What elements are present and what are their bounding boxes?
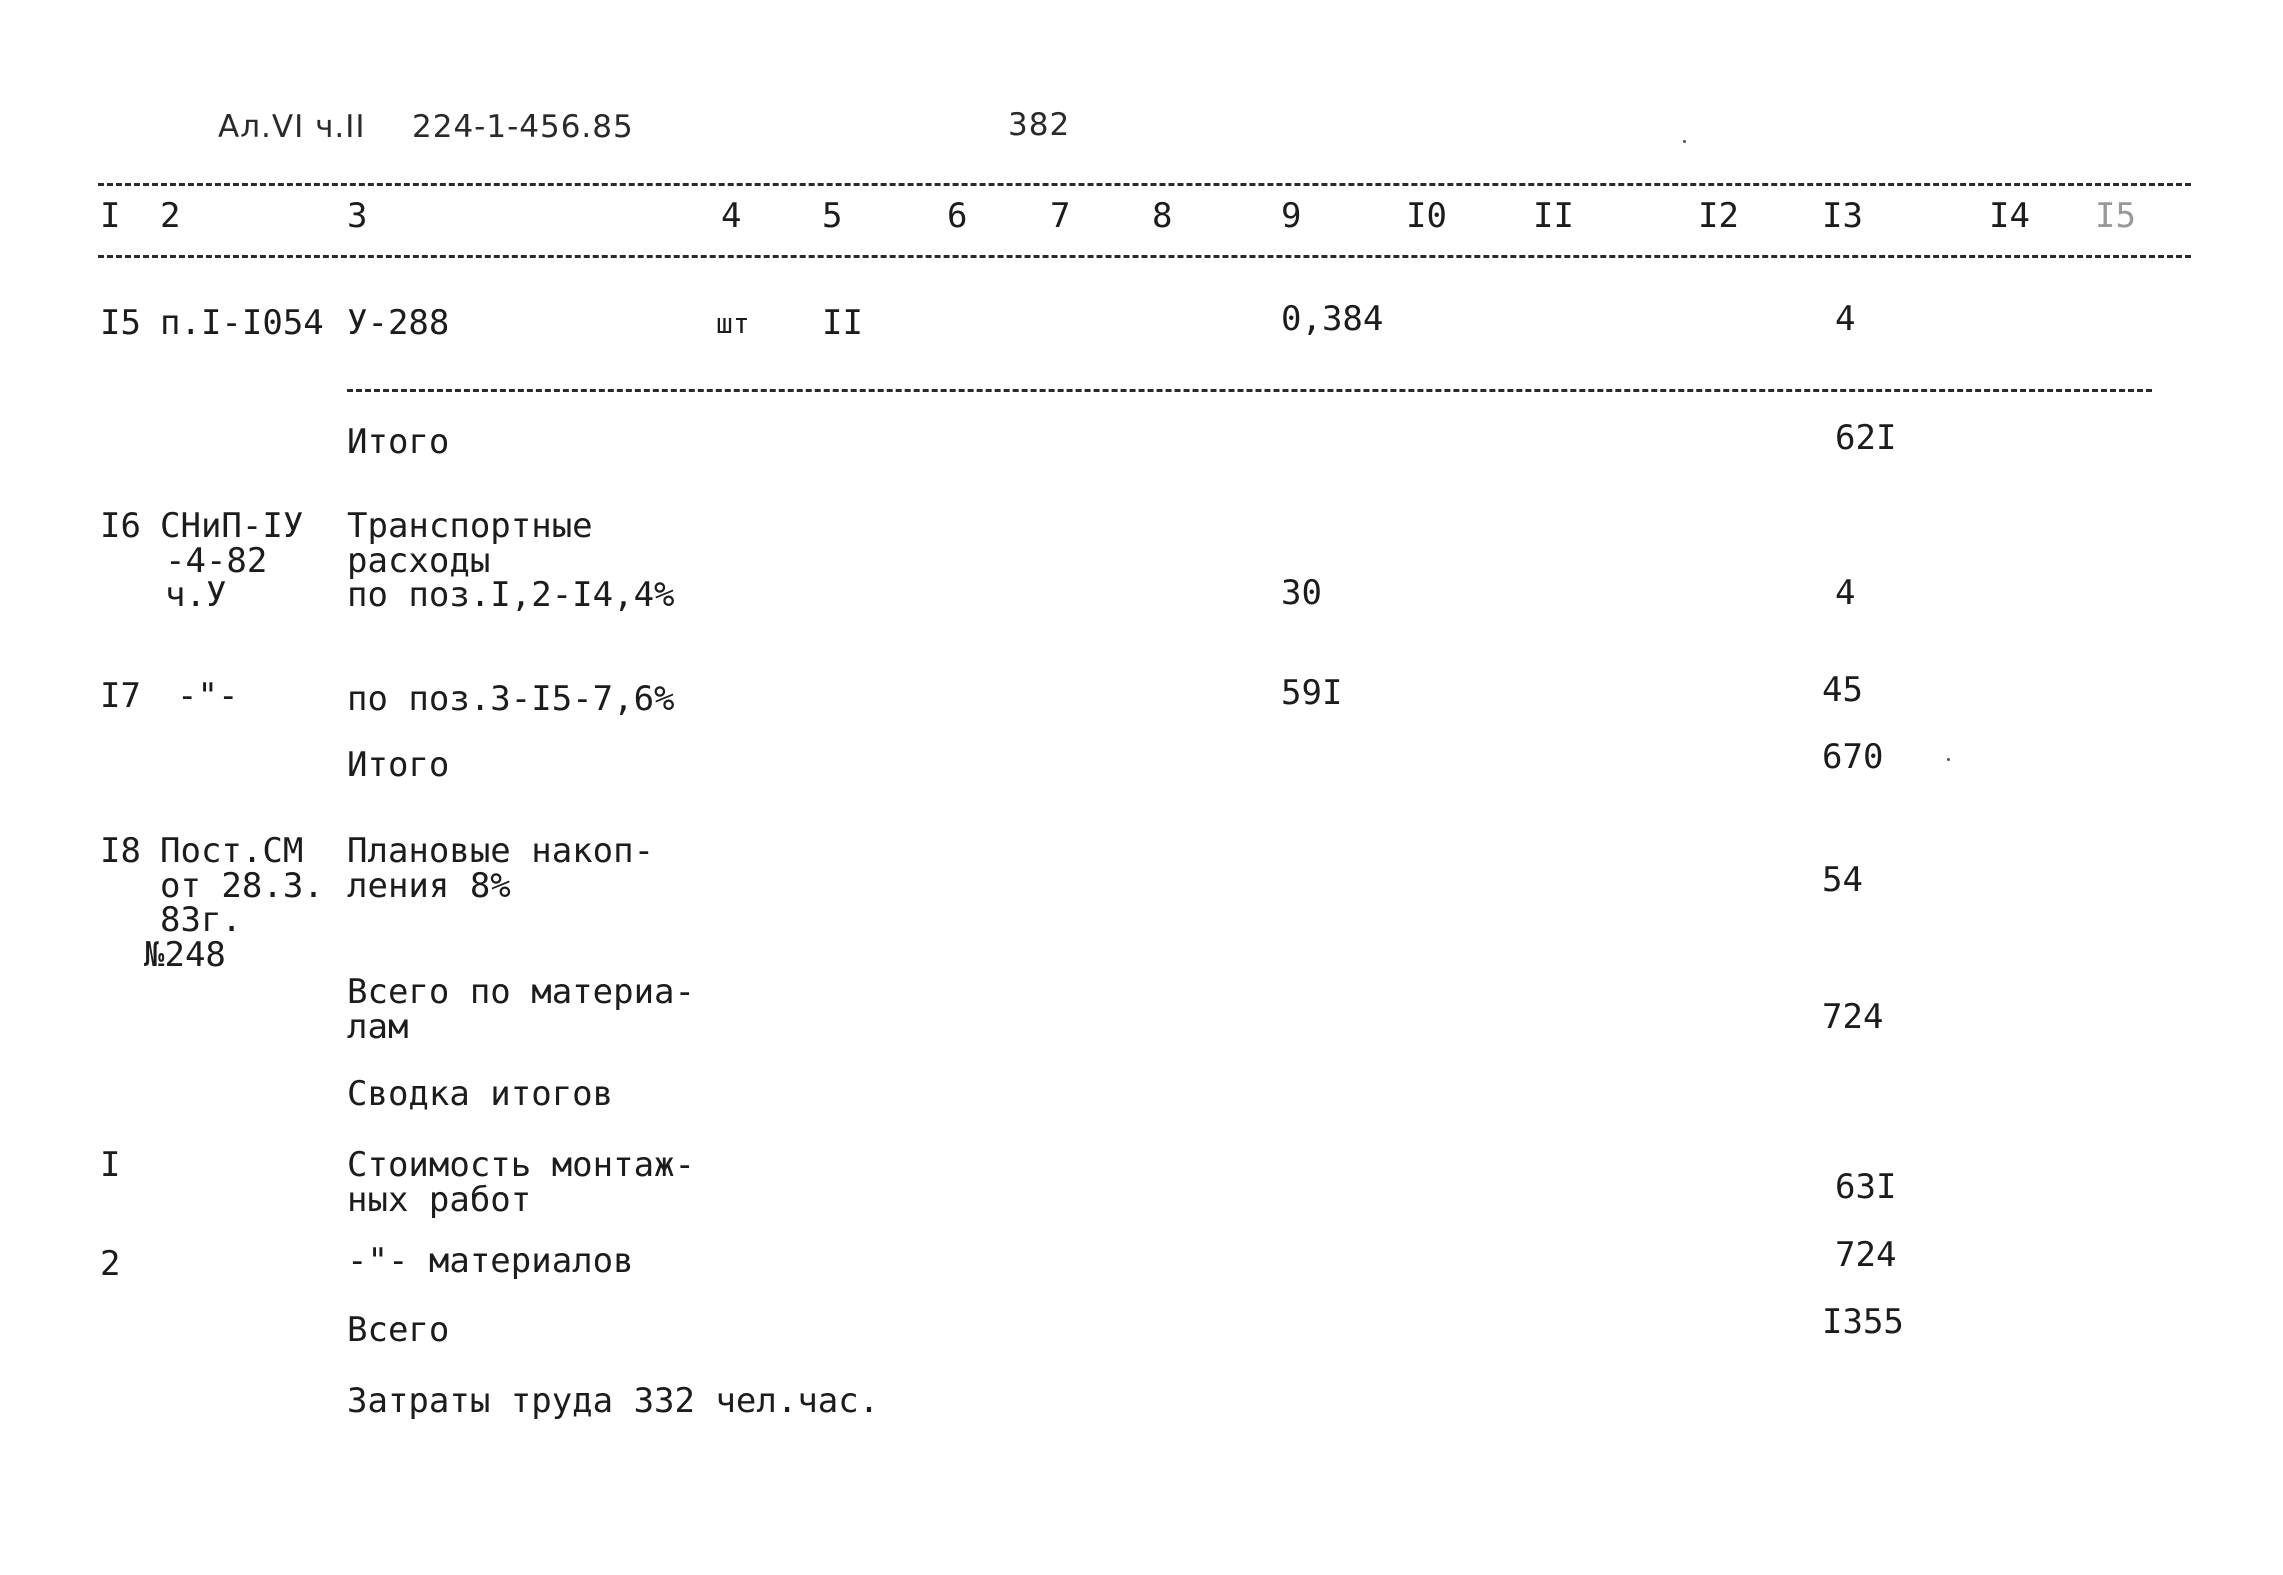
row-name: Транспортные расходы по поз.I,2-I4,4% [347,506,675,616]
row-reference: п.I-I054 [160,303,324,343]
row-name: Итого [347,745,450,785]
column-number: I5 [2095,196,2136,236]
document-code: 224-1-456.85 [412,109,634,145]
row-col13: 54 [1822,860,1863,900]
column-number: I3 [1822,196,1863,236]
row-number: I5 [100,303,141,343]
summary-number: I [100,1145,121,1185]
labor-cost: Затраты труда 332 чел.час. [347,1381,880,1421]
row-col13: 4 [1835,299,1856,339]
column-number: 4 [721,196,742,236]
row-col9: 30 [1281,573,1322,613]
header-top-rule [98,183,2191,186]
column-number: I [100,196,121,236]
column-number: I2 [1698,196,1739,236]
column-number: I0 [1406,196,1447,236]
column-number: 5 [822,196,843,236]
row-name: Итого [347,422,450,462]
column-number: 2 [160,196,181,236]
summary-name: Всего [347,1310,450,1350]
row-reference: -"- [177,676,239,716]
row-reference: СНиП-IУ -4-82 ч.У [160,506,304,616]
row-number: I8 [100,831,141,871]
row-col13: 670 [1822,737,1884,777]
row-col13: 4 [1835,573,1856,613]
row-name: Плановые накоп- ления 8% [347,831,655,906]
row-quantity: II [822,303,863,343]
row-col9: 59I [1281,673,1343,713]
row-col13: 724 [1822,997,1884,1037]
row-col13: 62I [1835,418,1897,458]
row-name: У-288 [347,303,450,343]
column-number: 9 [1281,196,1302,236]
row-number: I6 [100,506,141,546]
row-reference: Пост.СМ от 28.3. 83г. №248 [144,831,324,976]
album-reference: Ал.VI ч.II [218,109,366,145]
summary-name: -"- материалов [347,1241,634,1281]
speck [1683,140,1686,143]
row-name: Всего по материа- лам [347,972,695,1047]
summary-value: 724 [1835,1235,1897,1275]
row-unit: шт [716,307,750,340]
column-number: II [1533,196,1574,236]
speck [1947,758,1950,761]
subtotal-rule [347,389,2152,392]
column-number: 6 [947,196,968,236]
row-col13: 45 [1822,670,1863,710]
column-number: 3 [347,196,368,236]
page-number: 382 [1008,107,1071,143]
header-bottom-rule [98,255,2191,258]
row-name: по поз.3-I5-7,6% [347,679,675,719]
column-number: I4 [1989,196,2030,236]
row-col9: 0,384 [1281,299,1384,339]
summary-name: Стоимость монтаж- ных работ [347,1145,695,1220]
summary-value: 63I [1835,1167,1897,1207]
summary-number: 2 [100,1244,121,1284]
column-number: 8 [1152,196,1173,236]
summary-title: Сводка итогов [347,1074,614,1114]
row-number: I7 [100,676,141,716]
summary-value: I355 [1822,1302,1904,1342]
column-number: 7 [1050,196,1071,236]
